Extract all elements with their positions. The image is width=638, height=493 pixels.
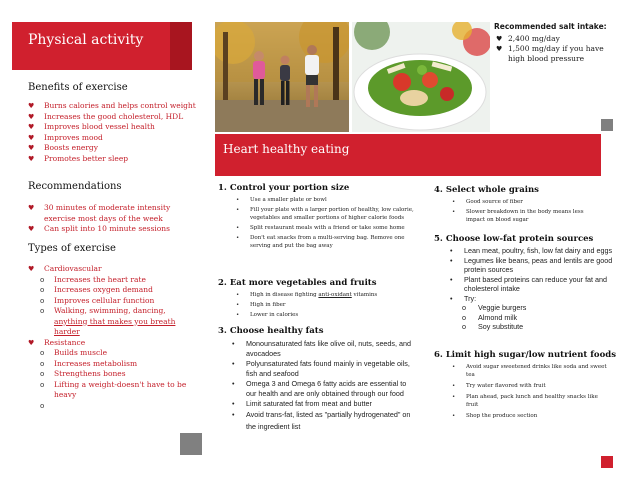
bullet-icon: • bbox=[236, 302, 240, 308]
gray-square-decoration bbox=[601, 119, 613, 131]
fats-list bbox=[216, 339, 414, 433]
heart-healthy-banner bbox=[215, 134, 601, 176]
circle-bullet-icon: o bbox=[40, 296, 45, 305]
bullet-icon: • bbox=[452, 383, 456, 389]
circle-bullet-icon: o bbox=[40, 275, 45, 284]
sugar-list bbox=[434, 363, 610, 420]
list-item: • High in disease fighting anti-oxidant vitamins bbox=[236, 292, 378, 298]
bullet-icon: • bbox=[452, 413, 456, 419]
portion-heading: 1. Control your portion size bbox=[218, 183, 350, 193]
benefits-heading: Benefits of exercise bbox=[28, 82, 128, 93]
list-item: ♥ Increases the good cholesterol, HDL bbox=[28, 111, 184, 121]
bullet-icon: • bbox=[236, 197, 240, 203]
list-item: o Strengthens bones bbox=[40, 369, 126, 378]
heart-healthy-title: Heart healthy eating bbox=[223, 142, 350, 156]
list-item: o Improves cellular function bbox=[40, 295, 155, 305]
salad-photo bbox=[352, 22, 490, 132]
bullet-icon: • bbox=[452, 199, 456, 205]
heart-bullet-icon: ♥ bbox=[496, 35, 503, 43]
list-item: • Shop the produce section bbox=[452, 413, 538, 419]
heart-bullet-icon: ♥ bbox=[28, 133, 35, 142]
circle-bullet-icon: o bbox=[462, 322, 466, 331]
circle-bullet-icon: o bbox=[40, 380, 45, 389]
portion-list bbox=[218, 196, 416, 250]
list-item: • Avoid trans-fat, listed as "partially hydrogenated" on the ingredient list bbox=[232, 410, 411, 431]
bullet-icon: • bbox=[450, 246, 453, 255]
list-item: • Omega 3 and Omega 6 fatty acids are essential to our health and are only obtained through our food bbox=[232, 379, 407, 398]
list-item: • Use a smaller plate or bowl bbox=[236, 197, 327, 203]
bullet-icon: • bbox=[232, 379, 235, 388]
list-item: o Soy substitute bbox=[462, 322, 524, 331]
benefits-list bbox=[28, 101, 198, 164]
bullet-icon: • bbox=[452, 364, 456, 370]
physical-activity-title: Physical activity bbox=[28, 32, 144, 48]
list-item: • Plant based proteins can reduce your fat and cholesterol intake bbox=[450, 274, 608, 293]
list-item: o Increases the heart rate bbox=[40, 274, 146, 284]
list-item: • Legumes like beans, peas and lentils are good protein sources bbox=[450, 255, 613, 274]
heart-bullet-icon: ♥ bbox=[28, 112, 35, 121]
bullet-icon: • bbox=[452, 209, 456, 215]
salt-intake-box bbox=[494, 22, 634, 64]
list-item: ♥ Burns calories and helps control weight bbox=[28, 101, 196, 110]
list-item: • Fill your plate with a larger portion of healthy, low calorie, vegetables and smaller portions of higher calorie foods bbox=[236, 207, 414, 221]
circle-bullet-icon: o bbox=[462, 303, 466, 312]
heart-bullet-icon: ♥ bbox=[28, 144, 35, 152]
list-item: • Slower breakdown in the body means less impact on blood sugar bbox=[452, 209, 584, 223]
exercise-types-list bbox=[28, 264, 193, 411]
circle-bullet-icon: o bbox=[40, 307, 45, 315]
circle-bullet-icon: o bbox=[40, 286, 45, 294]
circle-bullet-icon: o bbox=[40, 349, 45, 357]
list-item: ♥ 1,500 mg/day if you have high blood pressure bbox=[496, 44, 604, 63]
heart-bullet-icon: ♥ bbox=[28, 265, 35, 273]
recommendations-heading: Recommendations bbox=[28, 181, 122, 192]
circle-bullet-icon: o bbox=[462, 312, 466, 322]
recommendations-list bbox=[28, 203, 178, 235]
list-item: • Plan ahead, pack lunch and healthy snacks like fruit bbox=[452, 394, 598, 408]
bullet-icon: • bbox=[236, 312, 240, 318]
list-item: o Veggie burgers bbox=[462, 303, 527, 312]
bullet-icon: • bbox=[232, 339, 235, 348]
bullet-icon: • bbox=[232, 399, 235, 408]
circle-bullet-icon: o bbox=[40, 370, 45, 378]
list-item: o Builds muscle bbox=[40, 348, 108, 357]
bullet-icon: • bbox=[232, 410, 235, 419]
fats-heading: 3. Choose healthy fats bbox=[218, 326, 324, 336]
list-item: ♥ Boosts energy bbox=[28, 143, 98, 152]
bullet-icon: • bbox=[450, 274, 453, 284]
veg-heading: 2. Eat more vegetables and fruits bbox=[218, 278, 377, 288]
list-item: • Lean meat, poultry, fish, low fat dairy and eggs bbox=[450, 246, 613, 255]
walkers-photo bbox=[215, 22, 349, 132]
list-item: • Good source of fiber bbox=[452, 199, 523, 205]
protein-list bbox=[434, 246, 614, 332]
list-item: ♥ 2,400 mg/day bbox=[496, 34, 560, 43]
circle-bullet-icon: o bbox=[40, 359, 45, 368]
banner-accent bbox=[170, 22, 192, 70]
list-item: o Increases metabolism bbox=[40, 358, 138, 368]
list-item: • Try: o Veggie burgers o Almond milk o Soy substitute bbox=[434, 294, 614, 332]
list-item: • Polyunsaturated fats found mainly in vegetable oils, fish and seafood bbox=[232, 359, 410, 378]
heart-bullet-icon: ♥ bbox=[28, 102, 35, 110]
grains-heading: 4. Select whole grains bbox=[434, 185, 539, 195]
heart-bullet-icon: ♥ bbox=[28, 338, 35, 347]
heart-bullet-icon: ♥ bbox=[28, 123, 35, 131]
bullet-icon: • bbox=[452, 394, 456, 400]
grains-list bbox=[434, 198, 604, 224]
list-item: • Monounsaturated fats like olive oil, nuts, seeds, and avocadoes bbox=[232, 339, 412, 358]
red-square-decoration bbox=[601, 456, 613, 468]
list-item: ♥ Resistance o Builds muscle o Increases metabolism o Strengthens bones o Lifting a weight-doesn't have to be heavy o bbox=[28, 338, 193, 411]
physical-activity-banner bbox=[12, 22, 192, 70]
bullet-icon: • bbox=[450, 255, 453, 265]
heart-bullet-icon: ♥ bbox=[28, 154, 35, 163]
list-item: • Avoid sugar sweetened drinks like soda and sweet tea bbox=[452, 364, 607, 378]
veg-list bbox=[218, 291, 416, 319]
list-item: • High in fiber bbox=[236, 302, 286, 308]
list-item: • Don't eat snacks from a multi-serving bag. Remove one serving and put the bag away bbox=[236, 235, 405, 249]
heart-bullet-icon: ♥ bbox=[28, 204, 35, 212]
bullet-icon: • bbox=[236, 235, 240, 241]
list-item: ♥ Can split into 10 minute sessions bbox=[28, 224, 170, 233]
list-item: • Split restaurant meals with a friend or take some home bbox=[236, 225, 405, 231]
list-item: • Lower in calories bbox=[236, 312, 299, 318]
list-item bbox=[28, 401, 193, 411]
bullet-icon: • bbox=[236, 292, 240, 298]
list-item: ♥ Cardiovascular o Increases the heart rate o Increases oxygen demand o Improves cellular function o Walking, swimming, dancing, anything that makes you breath harder bbox=[28, 264, 193, 338]
protein-heading: 5. Choose low-fat protein sources bbox=[434, 234, 594, 244]
list-item: ♥ Promotes better sleep bbox=[28, 153, 129, 163]
gray-square-decoration bbox=[180, 433, 202, 455]
list-item: ♥ Improves mood bbox=[28, 132, 103, 142]
heart-bullet-icon: ♥ bbox=[28, 225, 35, 233]
list-item: o Walking, swimming, dancing, anything that makes you breath harder bbox=[40, 306, 176, 336]
sugar-heading: 6. Limit high sugar/low nutrient foods bbox=[434, 350, 617, 360]
list-item: o Almond milk bbox=[462, 312, 518, 322]
list-item: • Limit saturated fat from meat and butter bbox=[232, 399, 372, 408]
list-item: • Try water flavored with fruit bbox=[452, 383, 546, 389]
list-item: o Increases oxygen demand bbox=[40, 285, 153, 294]
salt-heading: Recommended salt intake: bbox=[494, 22, 607, 31]
list-item: o Lifting a weight-doesn't have to be heavy bbox=[40, 379, 187, 399]
list-item: ♥ Improves blood vessel health bbox=[28, 122, 155, 131]
bullet-icon: • bbox=[232, 359, 235, 368]
types-heading: Types of exercise bbox=[28, 243, 116, 254]
bullet-icon: • bbox=[236, 207, 240, 213]
list-item: ♥ 30 minutes of moderate intensity exercise most days of the week bbox=[28, 203, 171, 223]
circle-bullet-icon: o bbox=[40, 401, 45, 410]
heart-bullet-icon: ♥ bbox=[496, 45, 503, 53]
bullet-icon: • bbox=[236, 225, 240, 231]
bullet-icon: • bbox=[450, 293, 453, 303]
